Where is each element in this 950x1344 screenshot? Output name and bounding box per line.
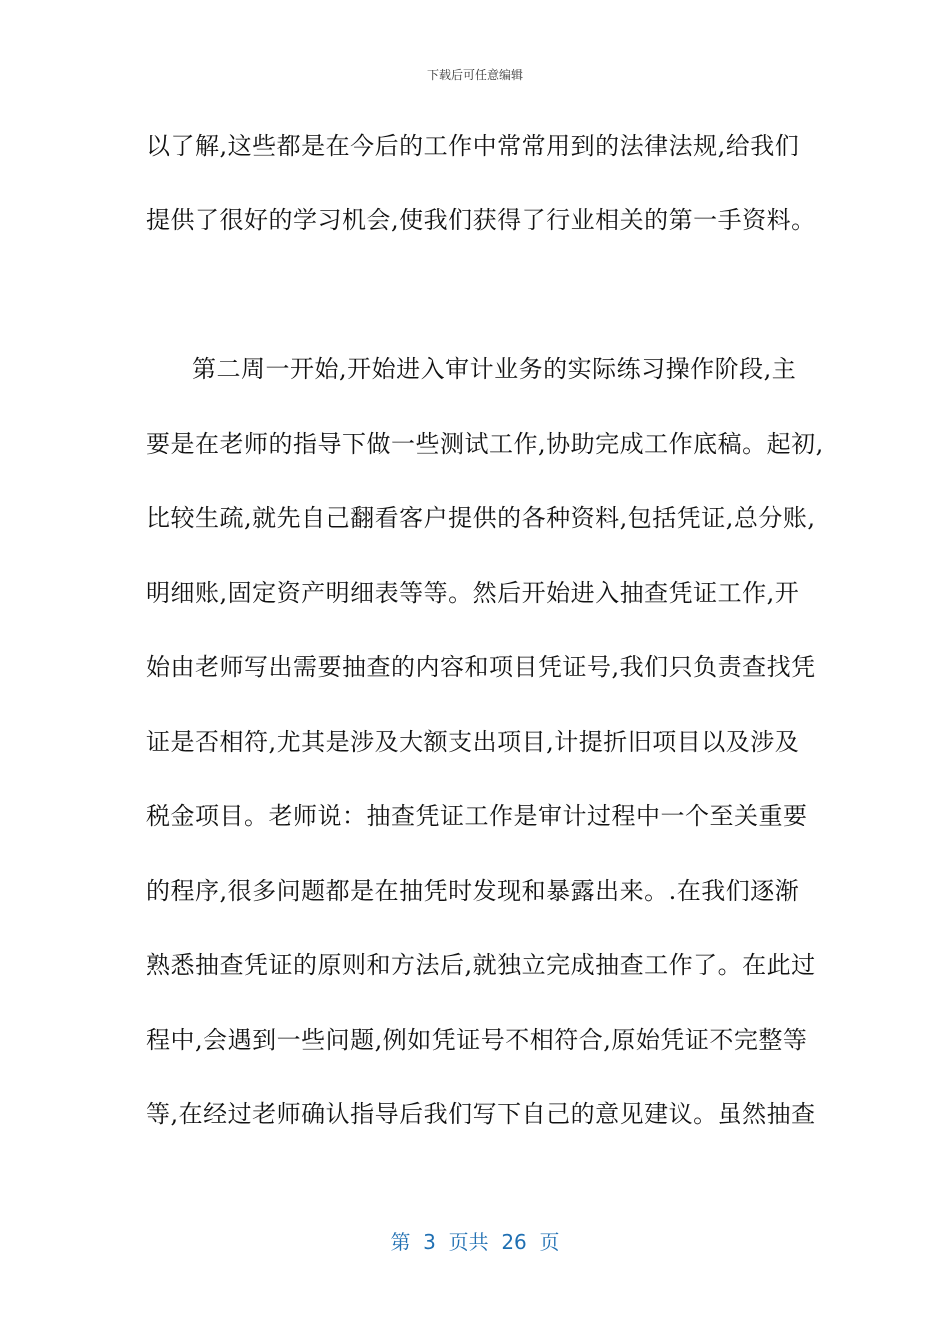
paragraph-line: 等,在经过老师确认指导后我们写下自己的意见建议。虽然抽查 — [146, 1100, 816, 1128]
paragraph-line: 第二周一开始,开始进入审计业务的实际练习操作阶段,主 — [192, 355, 797, 383]
paragraph-line: 以了解,这些都是在今后的工作中常常用到的法律法规,给我们 — [146, 132, 800, 160]
paragraph-line: 程中,会遇到一些问题,例如凭证号不相符合,原始凭证不完整等 — [146, 1026, 808, 1054]
paragraph-line: 的程序,很多问题都是在抽凭时发现和暴露出来。.在我们逐渐 — [146, 877, 800, 905]
paragraph-line: 熟悉抽查凭证的原则和方法后,就独立完成抽查工作了。在此过 — [146, 951, 816, 979]
paragraph-line: 明细账,固定资产明细表等等。然后开始进入抽查凭证工作,开 — [146, 579, 800, 607]
paragraph-line: 要是在老师的指导下做一些测试工作,协助完成工作底稿。起初, — [146, 430, 824, 458]
paragraph-line: 税金项目。老师说：抽查凭证工作是审计过程中一个至关重要 — [146, 802, 808, 830]
paragraph-line: 比较生疏,就先自己翻看客户提供的各种资料,包括凭证,总分账, — [146, 504, 816, 532]
paragraph-line: 始由老师写出需要抽查的内容和项目凭证号,我们只负责查找凭 — [146, 653, 816, 681]
page-header-note: 下载后可任意编辑 — [426, 68, 523, 82]
paragraph-line: 提供了很好的学习机会,使我们获得了行业相关的第一手资料。 — [146, 206, 816, 234]
paragraph-line: 证是否相符,尤其是涉及大额支出项目,计提折旧项目以及涉及 — [146, 728, 800, 756]
page-number-footer: 第 3 页共 26 页 — [390, 1230, 560, 1254]
